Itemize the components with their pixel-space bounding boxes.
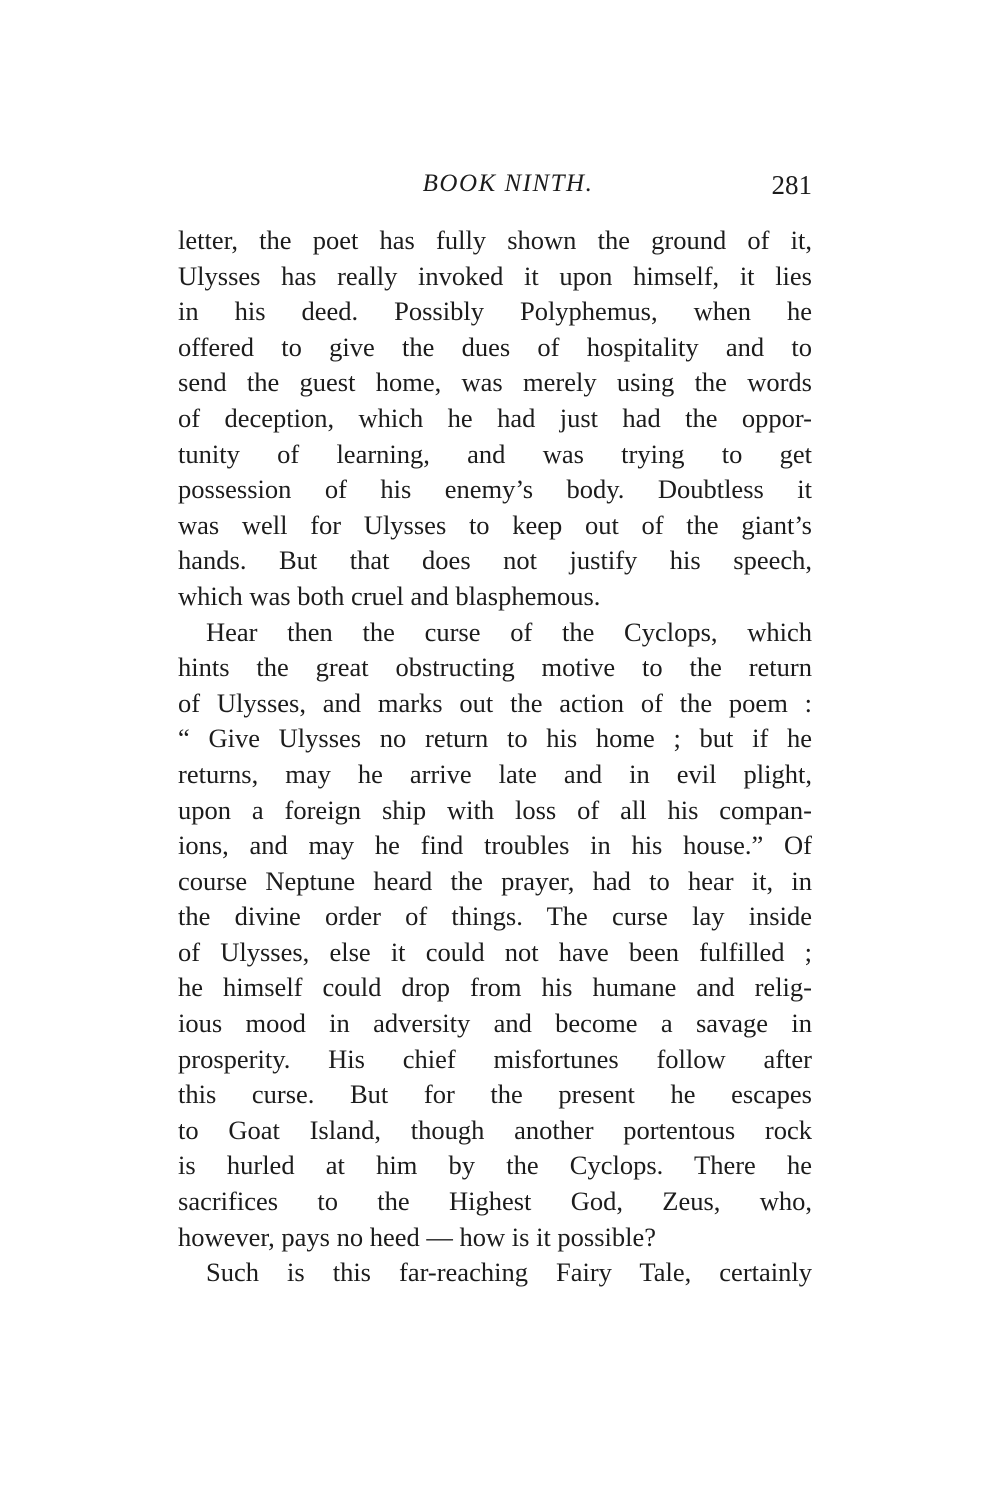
text-line: ious mood in adversity and become a savage in (178, 1008, 812, 1039)
page-number: 281 (771, 170, 812, 200)
text-line: sacrifices to the Highest God, Zeus, who, (178, 1186, 812, 1217)
text-line: hints the great obstructing motive to the return (178, 652, 812, 683)
text-line: Hear then the curse of the Cyclops, which (206, 616, 812, 647)
text-line: prosperity. His chief misfortunes follow after (178, 1043, 812, 1074)
running-head (178, 170, 812, 210)
text-line: which was both cruel and blasphemous. (178, 580, 601, 611)
text-line: this curse. But for the present he escapes (178, 1079, 812, 1110)
text-line: upon a foreign ship with loss of all his compan- (178, 794, 812, 825)
text-line: ions, and may he find troubles in his house.” Of (178, 830, 812, 861)
text-line: send the guest home, was merely using the words (178, 367, 812, 398)
text-line: Such is this far-reaching Fairy Tale, certainly (206, 1257, 812, 1288)
text-line: tunity of learning, and was trying to get (178, 438, 812, 469)
text-line: to Goat Island, though another portentous rock (178, 1114, 812, 1145)
text-line: in his deed. Possibly Polyphemus, when he (178, 296, 812, 327)
body-text (178, 223, 812, 1291)
running-title: BOOK NINTH. (422, 170, 594, 197)
text-line: Ulysses has really invoked it upon himself, it lies (178, 260, 812, 291)
text-line: of deception, which he had just had the oppor- (178, 402, 812, 433)
text-line: hands. But that does not justify his speech, (178, 545, 812, 576)
text-line: of Ulysses, else it could not have been fulfilled ; (178, 936, 812, 967)
text-line: offered to give the dues of hospitality and to (178, 331, 812, 362)
text-line: is hurled at him by the Cyclops. There he (178, 1150, 812, 1181)
text-line: he himself could drop from his humane and relig- (178, 972, 812, 1003)
text-line: returns, may he arrive late and in evil plight, (178, 758, 812, 789)
text-line: was well for Ulysses to keep out of the giant’s (178, 509, 812, 540)
text-line: “ Give Ulysses no return to his home ; but if he (178, 723, 812, 754)
text-line: letter, the poet has fully shown the ground of it, (178, 225, 812, 255)
text-line: course Neptune heard the prayer, had to hear it, in (178, 865, 812, 896)
text-line: possession of his enemy’s body. Doubtless it (178, 474, 812, 505)
text-line: the divine order of things. The curse lay inside (178, 901, 812, 932)
text-line: however, pays no heed — how is it possible? (178, 1221, 657, 1252)
text-line: of Ulysses, and marks out the action of the poem : (178, 687, 812, 718)
